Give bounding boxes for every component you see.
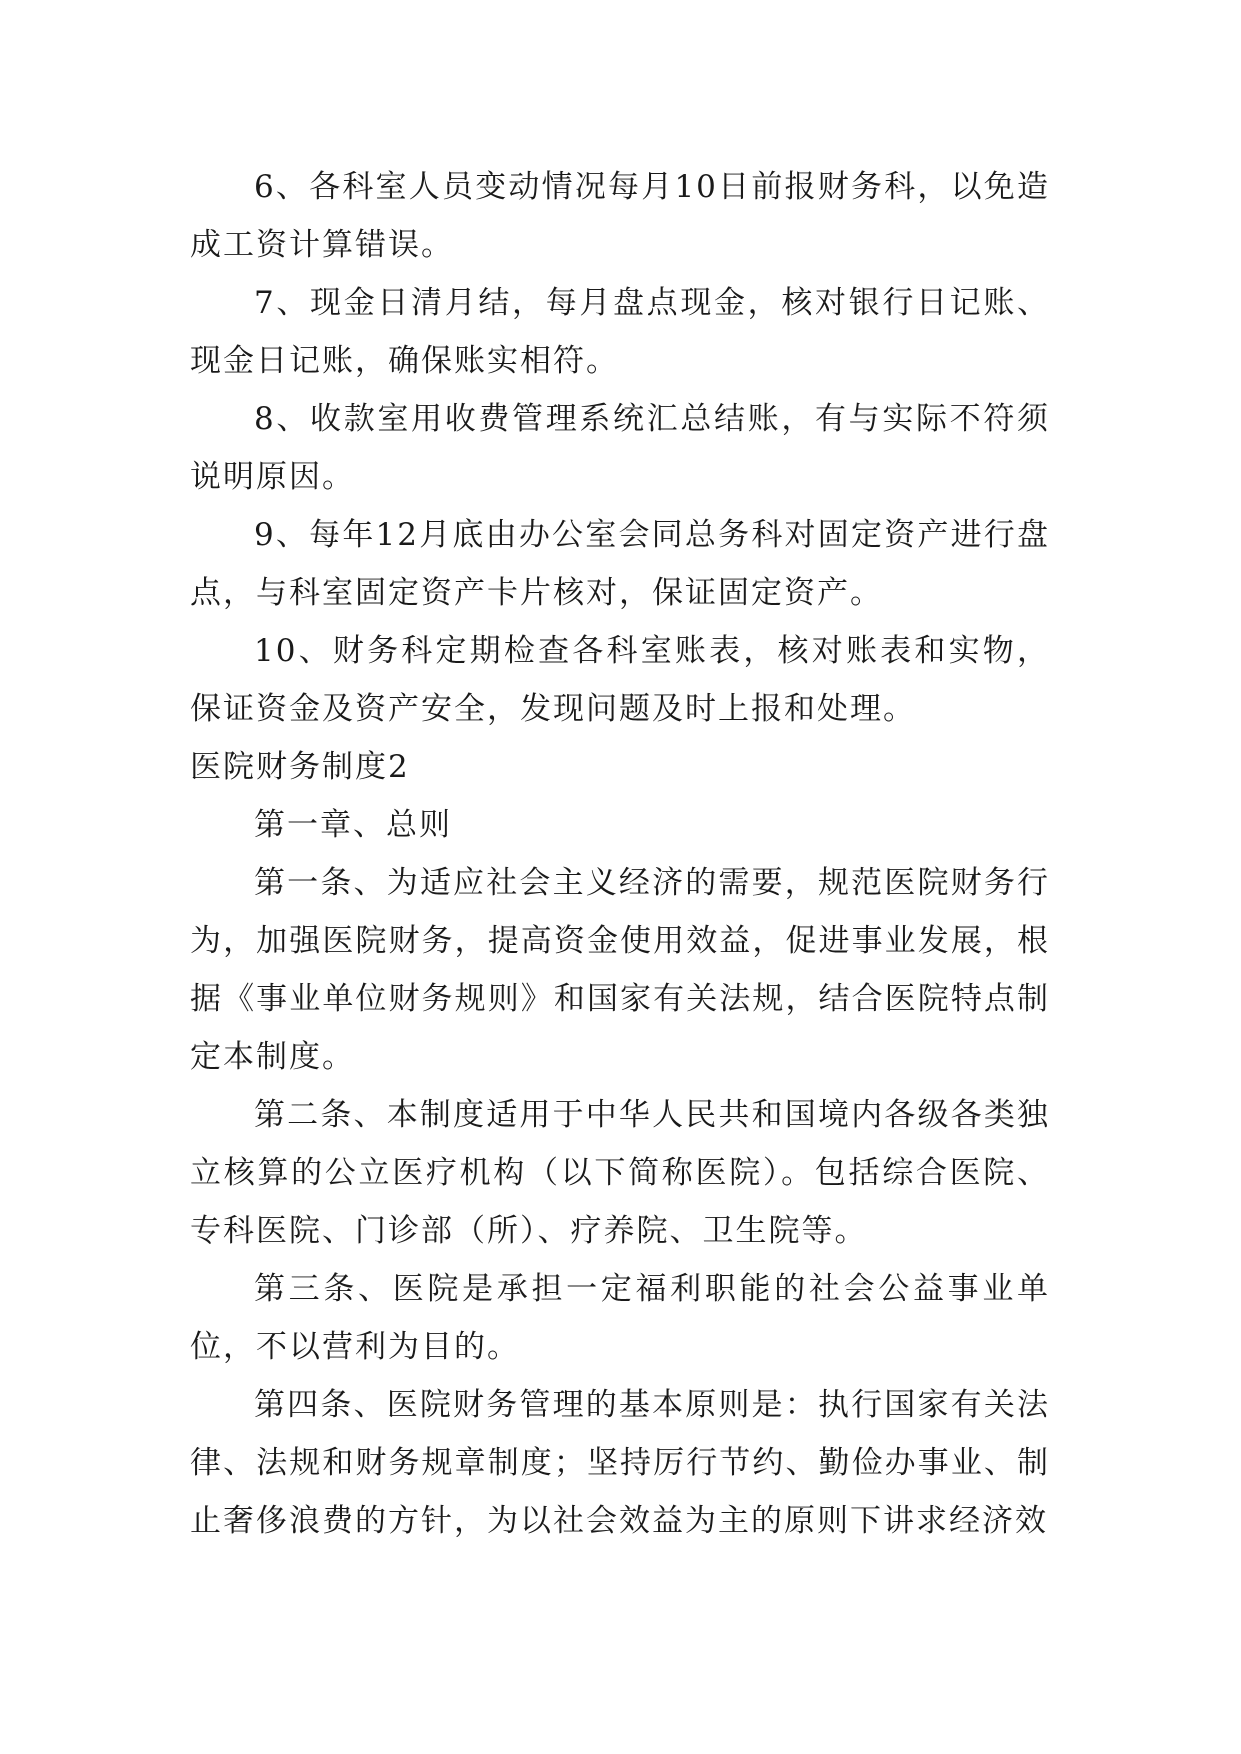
paragraph-item-10: 10、财务科定期检查各科室账表，核对账表和实物，保证资金及资产安全，发现问题及时上报和处理。 xyxy=(190,633,1050,727)
paragraph-item-8: 8、收款室用收费管理系统汇总结账，有与实际不符须说明原因。 xyxy=(190,401,1050,495)
article-3: 第三条、医院是承担一定福利职能的社会公益事业单位，不以营利为目的。 xyxy=(190,1271,1050,1365)
article-1: 第一条、为适应社会主义经济的需要，规范医院财务行为，加强医院财务，提高资金使用效益，促进事业发展，根据《事业单位财务规则》和国家有关法规，结合医院特点制定本制度。 xyxy=(190,865,1050,1075)
chapter-title: 第一章、总则 xyxy=(254,807,452,843)
section-heading: 医院财务制度2 xyxy=(190,749,410,785)
paragraph-item-6: 6、各科室人员变动情况每月10日前报财务科，以免造成工资计算错误。 xyxy=(190,169,1050,263)
article-4: 第四条、医院财务管理的基本原则是：执行国家有关法律、法规和财务规章制度；坚持厉行节约、勤俭办事业、制止奢侈浪费的方针，为以社会效益为主的原则下讲求经济效 xyxy=(190,1387,1050,1539)
document-body xyxy=(190,158,1050,1550)
paragraph-item-7: 7、现金日清月结，每月盘点现金，核对银行日记账、现金日记账，确保账实相符。 xyxy=(190,285,1050,379)
article-2: 第二条、本制度适用于中华人民共和国境内各级各类独立核算的公立医疗机构（以下简称医院）。包括综合医院、专科医院、门诊部（所）、疗养院、卫生院等。 xyxy=(190,1097,1050,1249)
paragraph-item-9: 9、每年12月底由办公室会同总务科对固定资产进行盘点，与科室固定资产卡片核对，保证固定资产。 xyxy=(190,517,1050,611)
